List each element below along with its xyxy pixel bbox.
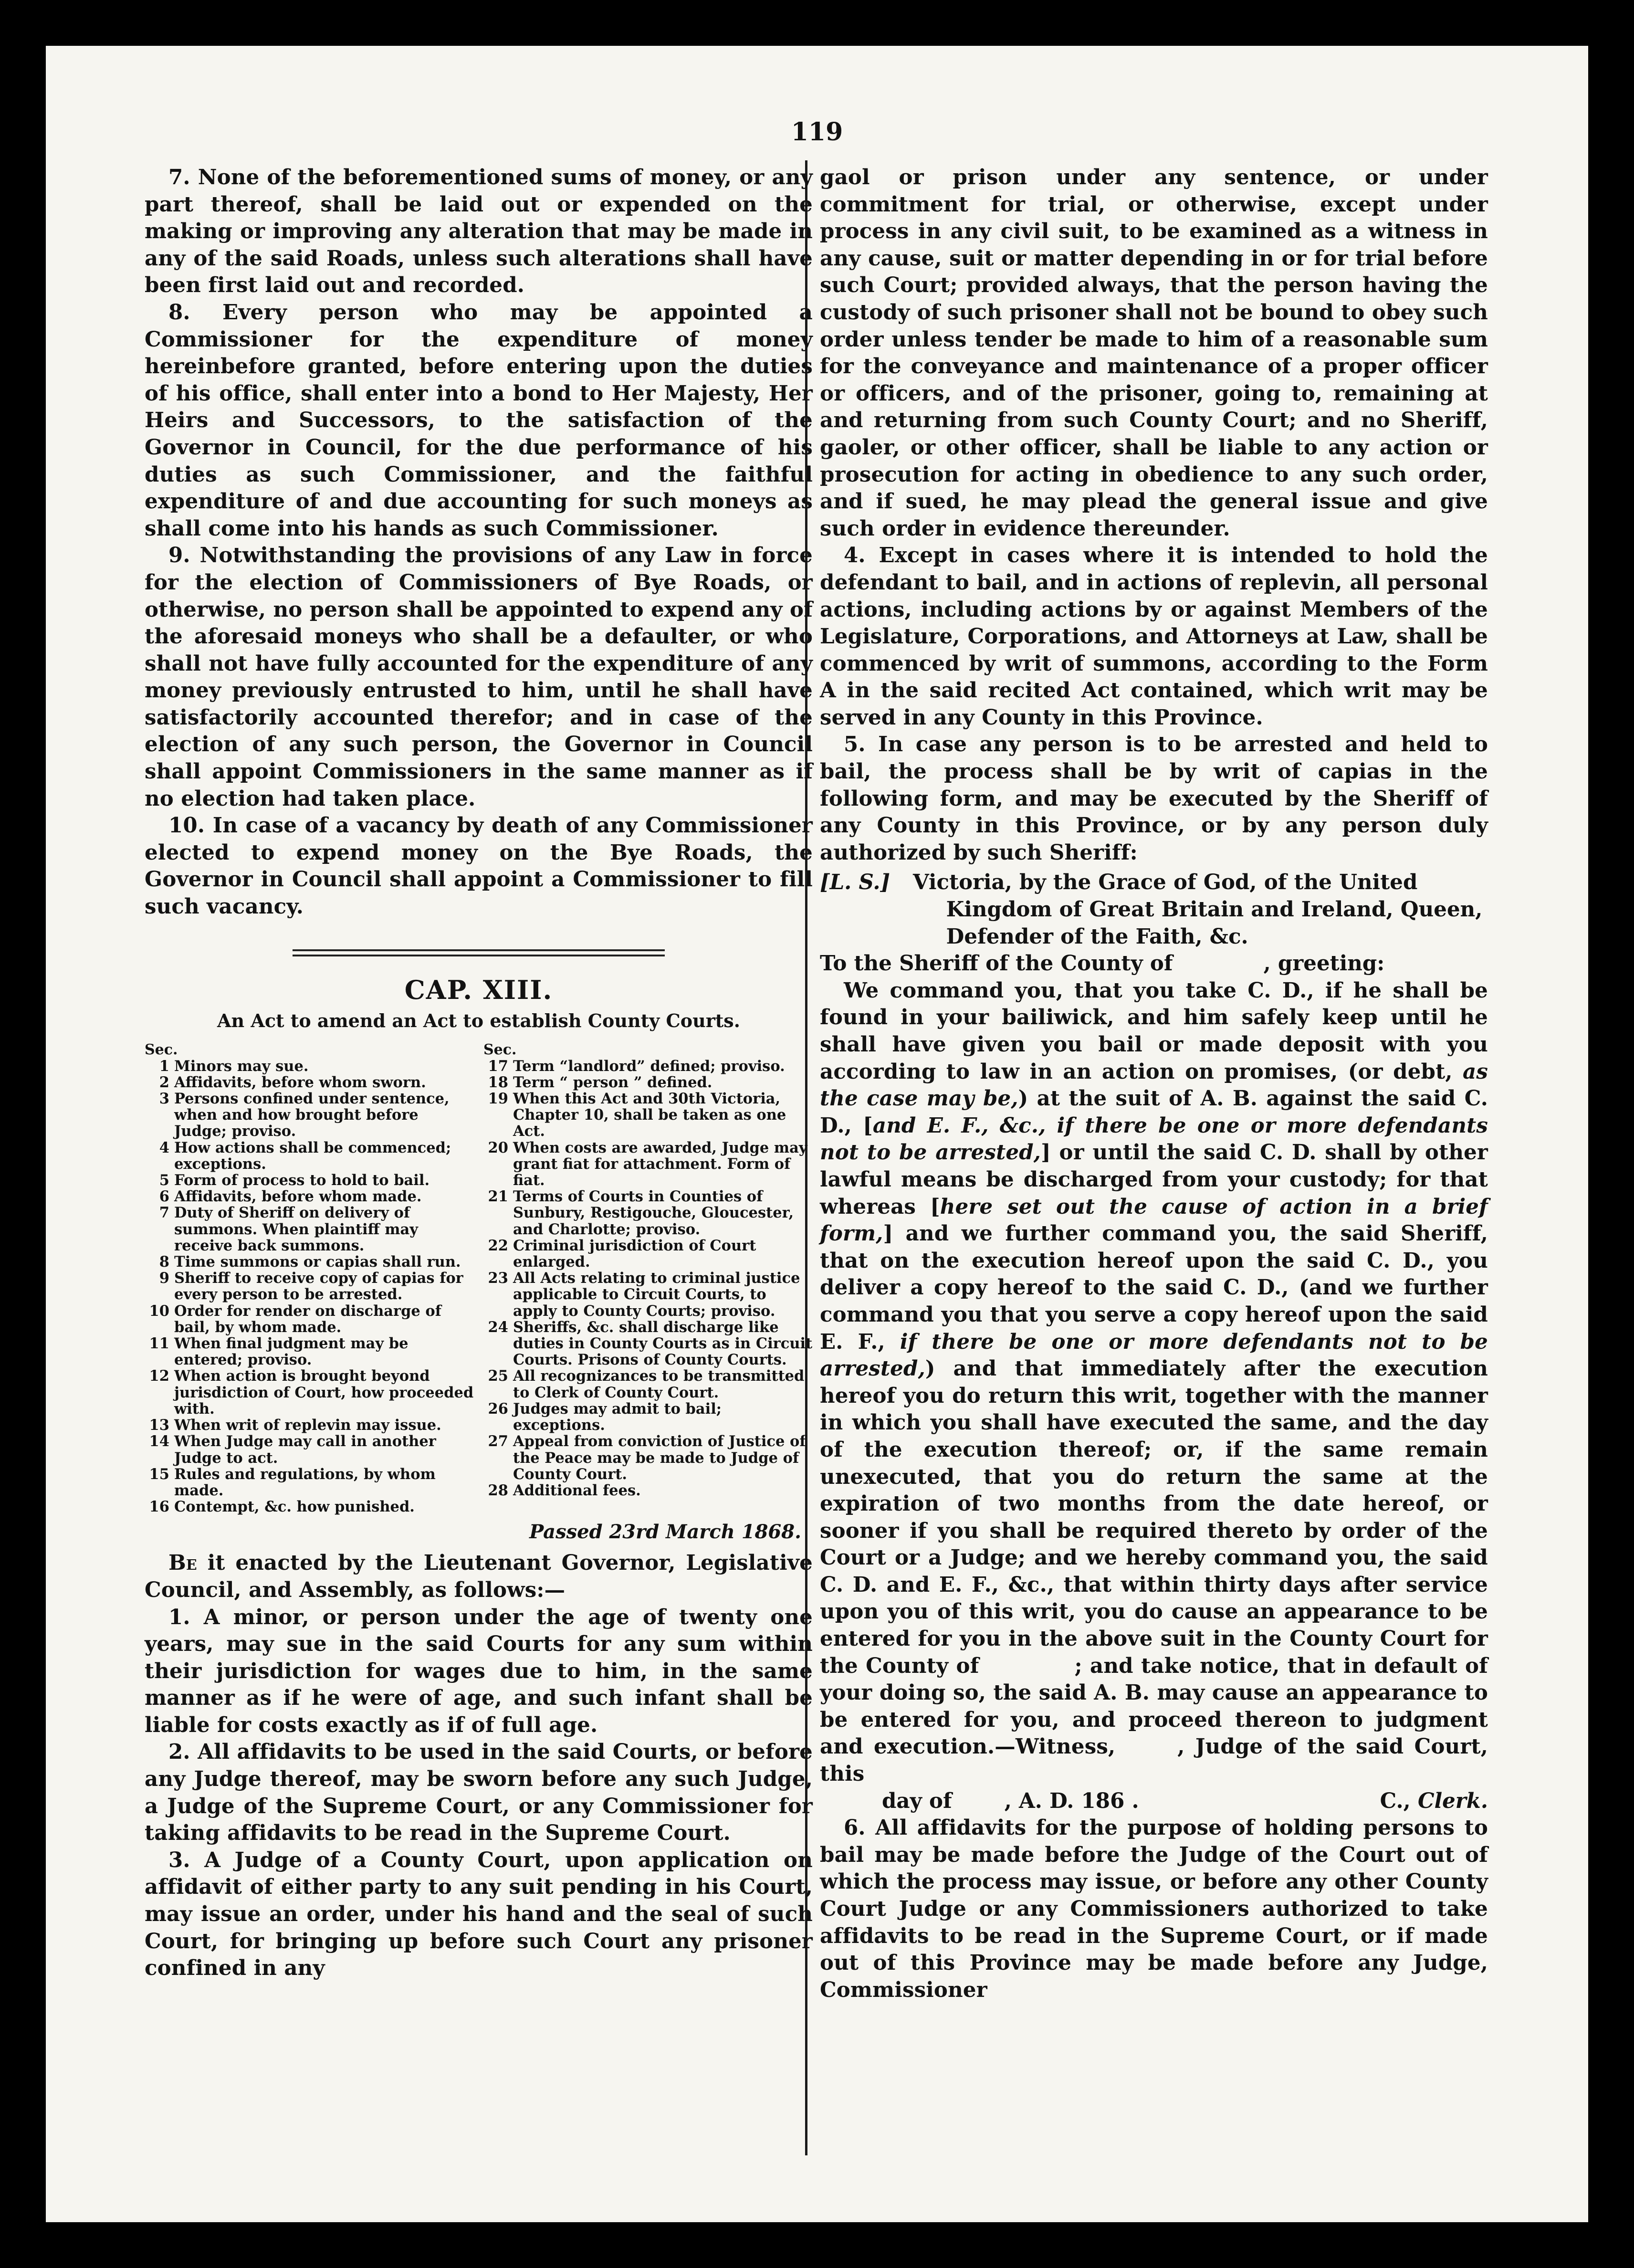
clerk-initial: C., bbox=[1380, 1788, 1411, 1813]
section-index-text: Judges may admit to bail; exceptions. bbox=[513, 1400, 722, 1434]
section-index-text: Term “ person ” defined. bbox=[513, 1073, 712, 1091]
section-index-entry bbox=[145, 1188, 474, 1205]
section-index-text: Rules and regulations, by whom made. bbox=[174, 1465, 436, 1499]
chapter-title: CAP. XIII. bbox=[404, 974, 553, 1005]
section-index-text: Sheriff to receive copy of capias for every person to be arrested. bbox=[174, 1270, 463, 1303]
section-index-entry bbox=[483, 1091, 813, 1140]
salutation-text: To the Sheriff of the County of bbox=[820, 951, 1173, 976]
section-index-text: How actions shall be commenced; exceptions. bbox=[174, 1139, 451, 1173]
section-index-text: Order for render on discharge of bail, by whom made. bbox=[174, 1302, 441, 1336]
section-index-entry bbox=[483, 1188, 813, 1238]
clerk-signature bbox=[1380, 1788, 1488, 1815]
writ-italic: if there be one or more defendants not to be arrested, bbox=[820, 1329, 1488, 1381]
section-index-number: 7 bbox=[159, 1204, 169, 1222]
section-index-number: 17 bbox=[488, 1057, 508, 1075]
section-index-number: 18 bbox=[488, 1073, 508, 1091]
section-index-number: 11 bbox=[149, 1335, 169, 1353]
section-index bbox=[145, 1042, 813, 1515]
section-index-text: When action is brought beyond jurisdiction of Court, how proceeded with. bbox=[174, 1367, 474, 1418]
section-index-right bbox=[483, 1042, 813, 1515]
date-day bbox=[882, 1788, 1139, 1815]
section-index-number: 5 bbox=[159, 1172, 169, 1189]
section-index-entry bbox=[483, 1401, 813, 1433]
section-index-number: 19 bbox=[488, 1090, 508, 1108]
section-index-number: 14 bbox=[149, 1433, 169, 1450]
date-year: , A. D. 186 . bbox=[1004, 1788, 1139, 1813]
writ-text: We command you, that you take C. D., if he shall be found in your bailiwick, and him safely keep until he shall have given you bail or made deposit with you according to law in an action on promises, (or debt, bbox=[820, 978, 1488, 1084]
enacting-clause bbox=[145, 1550, 813, 1604]
section-index-entry bbox=[145, 1433, 474, 1466]
seal-mark: [L. S.] bbox=[820, 870, 890, 895]
section-index-entry bbox=[145, 1205, 474, 1254]
section-index-entry bbox=[145, 1091, 474, 1140]
section-index-text: Affidavits, before whom made. bbox=[174, 1188, 422, 1206]
section-index-entry bbox=[145, 1140, 474, 1172]
section-index-number: 13 bbox=[149, 1417, 169, 1434]
section-index-entry bbox=[483, 1238, 813, 1270]
section-index-number: 25 bbox=[488, 1367, 508, 1385]
section-index-number: 12 bbox=[149, 1367, 169, 1385]
writ-heading: Victoria, by the Grace of God, of the United Kingdom of Great Britain and Ireland, Queen, Defender of the Faith, &c. bbox=[913, 870, 1483, 949]
section-index-entry bbox=[145, 1499, 474, 1515]
section-index-number: 26 bbox=[488, 1400, 508, 1418]
section-index-text: When Judge may call in another Judge to act. bbox=[174, 1433, 436, 1467]
page-number: 119 bbox=[791, 117, 843, 147]
writ-text: ) at the suit of A. B. against the said C. D., [ bbox=[820, 1086, 1488, 1138]
section-index-number: 4 bbox=[159, 1139, 169, 1156]
chapter-divider bbox=[293, 949, 665, 956]
writ-text: ) and that immediately after the execution hereof you do return this writ, together with the manner in which you shall have executed the same, and the day of the execution thereof; or, if the same remain unexecuted, that you do return the same at the expiration of two months from the date hereof, or sooner if you shall be required thereto by order of the Court or a Judge; and we hereby command you, the said C. D. and E. F., &c., that within thirty days after service upon you of this writ, you do cause an appearance to be entered for you in the above suit in the County Court for the County of bbox=[820, 1356, 1488, 1678]
section-5: 5. In case any person is to be arrested and held to bail, the process shall be by writ of capias in the following form, and may be executed by the Sheriff of any County in this Province, or by any person duly authorized by such Sheriff: bbox=[820, 732, 1488, 865]
section-index-entry bbox=[483, 1368, 813, 1400]
section-index-number: 22 bbox=[488, 1237, 508, 1254]
section-index-number: 23 bbox=[488, 1270, 508, 1287]
section-index-number: 28 bbox=[488, 1481, 508, 1499]
section-index-number: 6 bbox=[159, 1188, 169, 1206]
section-index-text: When this Act and 30th Victoria, Chapter 10, shall be taken as one Act. bbox=[513, 1090, 786, 1140]
writ-italic: as the case may be, bbox=[820, 1059, 1488, 1111]
section-index-entry bbox=[145, 1270, 474, 1302]
section-index-number: 1 bbox=[159, 1057, 169, 1075]
section-index-text: When final judgment may be entered; proviso. bbox=[174, 1335, 408, 1369]
section-index-text: Affidavits, before whom sworn. bbox=[174, 1073, 426, 1091]
section-index-text: Additional fees. bbox=[513, 1481, 641, 1499]
section-index-heading: Sec. bbox=[483, 1041, 517, 1058]
section-index-text: Time summons or capias shall run. bbox=[174, 1253, 461, 1271]
writ-heading-block bbox=[820, 869, 1488, 950]
writ-italic: here set out the cause of action in a brief form, bbox=[820, 1194, 1488, 1246]
section-index-number: 15 bbox=[149, 1465, 169, 1483]
section-index-entry bbox=[145, 1466, 474, 1499]
section-index-text: Appeal from conviction of Justice of the Peace may be made to Judge of County Court. bbox=[513, 1433, 806, 1483]
section-index-text: All recognizances to be transmitted to Clerk of County Court. bbox=[513, 1367, 805, 1401]
right-column bbox=[820, 164, 1488, 2004]
section-index-entry bbox=[145, 1254, 474, 1270]
document-page bbox=[46, 46, 1588, 2222]
writ-italic: and E. F., &c., if there be one or more defendants not to be arrested, bbox=[820, 1113, 1488, 1165]
section-index-entry bbox=[483, 1433, 813, 1482]
enacting-text: it enacted by the Lieutenant Governor, Legislative Council, and Assembly, as follows:— bbox=[145, 1551, 813, 1602]
section-index-entry bbox=[145, 1172, 474, 1188]
section-index-entry bbox=[145, 1417, 474, 1433]
section-index-number: 3 bbox=[159, 1090, 169, 1108]
section-10: 10. In case of a vacancy by death of any Commissioner elected to expend money on the Bye Roads, the Governor in Council shall appoint a Commissioner to fill such vacancy. bbox=[145, 813, 813, 919]
section-index-entry bbox=[483, 1482, 813, 1499]
section-index-text: Duty of Sheriff on delivery of summons. When plaintiff may receive back summons. bbox=[174, 1204, 418, 1254]
section-3-continued: gaol or prison under any sentence, or under commitment for trial, or otherwise, except under process in any civil suit, to be examined as a witness in any cause, suit or matter depending in or for trial before such Court; provided always, that the person having the custody of such prisoner shall not be bound to obey such order unless tender be made to him of a reasonable sum for the conveyance and maintenance of a proper officer or officers, and of the prisoner, going to, remaining at and returning from such County Court; and no Sheriff, gaoler, or other officer, shall be liable to any action or prosecution for acting in obedience to any such order, and if sued, he may plead the general issue and give such order in evidence thereunder. bbox=[820, 165, 1488, 541]
section-index-text: Criminal jurisdiction of Court enlarged. bbox=[513, 1237, 756, 1271]
section-index-entry bbox=[483, 1319, 813, 1368]
section-8: 8. Every person who may be appointed a Commissioner for the expenditure of money hereinbefore granted, before entering upon the duties of his office, shall enter into a bond to Her Majesty, Her Heirs and Successors, to the satisfaction of the Governor in Council, for the due performance of his duties as such Commissioner, and the faithful expenditure of and due accounting for such moneys as shall come into his hands as such Commissioner. bbox=[145, 300, 813, 541]
section-index-left bbox=[145, 1042, 474, 1515]
section-index-text: Form of process to hold to bail. bbox=[174, 1172, 430, 1189]
section-index-text: Persons confined under sentence, when and how brought before Judge; proviso. bbox=[174, 1090, 450, 1140]
enacting-first-word: Be bbox=[168, 1551, 197, 1575]
writ-text: ] or until the said C. D. shall by other lawful means be discharged from your custody; for that whereas [ bbox=[820, 1140, 1488, 1219]
section-index-number: 20 bbox=[488, 1139, 508, 1156]
writ-date-line bbox=[820, 1788, 1488, 1815]
chapter-subtitle: An Act to amend an Act to establish County Courts. bbox=[217, 1009, 740, 1031]
section-6: 6. All affidavits for the purpose of holding persons to bail may be made before the Judge of the Court out of which the process may issue, or before any other County Court Judge or any Commissioners authorized to take affidavits to be read in the Supreme Court, or if made out of this Province may be made before any Judge, Commissioner bbox=[820, 1816, 1488, 2002]
writ-text: ; and take notice, that in default of your doing so, the said A. B. may cause an appearance to be entered for you, and proceed thereon to judgment and execution.—Witness, bbox=[820, 1653, 1488, 1759]
section-index-entry bbox=[145, 1074, 474, 1091]
section-index-text: When writ of replevin may issue. bbox=[174, 1417, 441, 1434]
section-index-text: Minors may sue. bbox=[174, 1057, 309, 1075]
section-index-number: 10 bbox=[149, 1302, 169, 1320]
clerk-word: Clerk. bbox=[1417, 1788, 1488, 1813]
section-index-entry bbox=[483, 1058, 813, 1074]
section-3: 3. A Judge of a County Court, upon application on affidavit of either party to any suit pending in his Court, may issue an order, under his hand and the seal of such Court, for bringing up before such Court any prisoner confined in any bbox=[145, 1848, 813, 1981]
section-index-text: Contempt, &c. how punished. bbox=[174, 1498, 415, 1516]
section-index-text: All Acts relating to criminal justice applicable to Circuit Courts, to apply to County Courts; proviso. bbox=[513, 1270, 800, 1320]
writ-salutation bbox=[820, 950, 1488, 977]
writ-text: , Judge of the said Court, this bbox=[820, 1734, 1488, 1786]
section-index-text: Term “landlord” defined; proviso. bbox=[513, 1057, 785, 1075]
date-day-text: day of bbox=[882, 1788, 952, 1813]
section-1: 1. A minor, or person under the age of twenty one years, may sue in the said Courts for any sum within their jurisdiction for wages due to him, in the same manner as if he were of age, and such infant shall be liable for costs exactly as if of full age. bbox=[145, 1605, 813, 1737]
salutation-greeting: , greeting: bbox=[1263, 951, 1385, 976]
section-index-number: 24 bbox=[488, 1318, 508, 1336]
section-4: 4. Except in cases where it is intended to hold the defendant to bail, and in actions of replevin, all personal actions, including actions by or against Members of the Legislature, Corporations, and Attorneys at Law, shall be commenced by writ of summons, according to the Form A in the said recited Act contained, which writ may be served in any County in this Province. bbox=[820, 543, 1488, 730]
section-index-text: When costs are awarded, Judge may grant fiat for attachment. Form of fiat. bbox=[513, 1139, 807, 1189]
section-index-text: Sheriffs, &c. shall discharge like duties in County Courts as in Circuit Courts. Prisons of County Courts. bbox=[513, 1318, 813, 1369]
section-index-entry bbox=[145, 1303, 474, 1335]
section-7: 7. None of the beforementioned sums of money, or any part thereof, shall be laid out or expended on the making or improving any alteration that may be made in any of the said Roads, unless such alterations shall have been first laid out and recorded. bbox=[145, 165, 813, 298]
writ-body bbox=[820, 977, 1488, 1788]
section-index-entry bbox=[145, 1058, 474, 1074]
section-index-number: 8 bbox=[159, 1253, 169, 1271]
section-index-number: 21 bbox=[488, 1188, 508, 1206]
section-index-number: 2 bbox=[159, 1073, 169, 1091]
section-index-number: 27 bbox=[488, 1433, 508, 1450]
section-9: 9. Notwithstanding the provisions of any Law in force for the election of Commissioners of Bye Roads, or otherwise, no person shall be appointed to expend any of the aforesaid moneys who shall be a defaulter, or who shall not have fully accounted for the expenditure of any money previously entrusted to him, until he shall have satisfactorily accounted therefor; and in case of the election of any such person, the Governor in Council shall appoint Commissioners in the same manner as if no election had taken place. bbox=[145, 543, 813, 811]
writ-text: ] and we further command you, the said Sheriff, that on the execution hereof upon the said C. D., you deliver a copy hereof to the said C. D., (and we further command you that you serve a copy hereof upon the said E. F., bbox=[820, 1221, 1488, 1354]
section-index-heading: Sec. bbox=[145, 1041, 178, 1058]
section-2: 2. All affidavits to be used in the said Courts, or before any Judge thereof, may be sworn before any such Judge, a Judge of the Supreme Court, or any Commissioner for taking affidavits to be read in the Supreme Court. bbox=[145, 1740, 813, 1846]
section-index-number: 9 bbox=[159, 1270, 169, 1287]
section-index-entry bbox=[145, 1368, 474, 1417]
section-index-entry bbox=[145, 1335, 474, 1368]
section-index-entry bbox=[483, 1140, 813, 1189]
section-index-entry bbox=[483, 1074, 813, 1091]
passed-date: Passed 23rd March 1868. bbox=[529, 1521, 801, 1544]
section-index-entry bbox=[483, 1270, 813, 1319]
section-index-number: 16 bbox=[149, 1498, 169, 1516]
left-column bbox=[145, 164, 813, 1982]
section-index-text: Terms of Courts in Counties of Sunbury, Restigouche, Gloucester, and Charlotte; proviso. bbox=[513, 1188, 794, 1238]
